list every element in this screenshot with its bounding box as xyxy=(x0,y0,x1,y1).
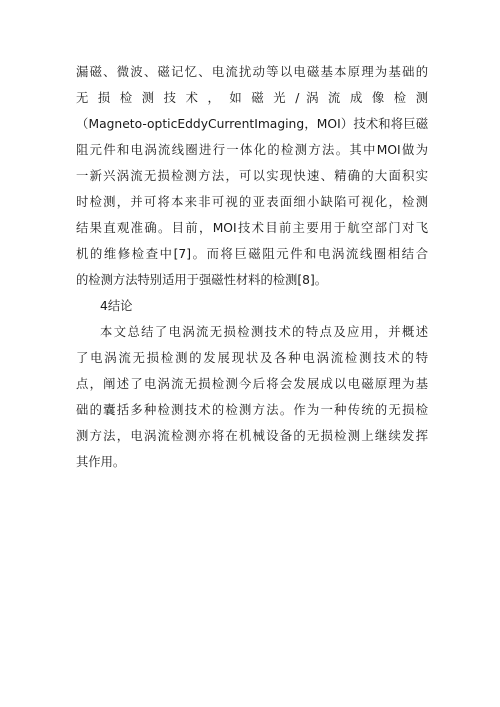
text-line: 时检测，并可将本来非可视的亚表面细小缺陷可视化，检测 xyxy=(76,195,428,209)
section-heading: 4结论 xyxy=(100,299,133,313)
text-line: 的检测方法特别适用于强磁性材料的检测[8]。 xyxy=(76,273,328,287)
text-line: 无 损 检 测 技 术 ， 如 磁 光 / 涡 流 成 像 检 测 xyxy=(76,91,428,105)
text-line: 一新兴涡流无损检测方法，可以实现快速、精确的大面积实 xyxy=(76,169,428,183)
text-line: 漏磁、微波、磁记忆、电流扰动等以电磁基本原理为基础的 xyxy=(76,65,428,79)
text-line: （Magneto-opticEddyCurrentImaging，MOI）技术和将巨磁 xyxy=(76,117,428,131)
text-line: 了电涡流无损检测的发展现状及各种电涡流检测技术的特 xyxy=(76,351,428,365)
text-line: 本文总结了电涡流无损检测技术的特点及应用，并概述 xyxy=(100,325,428,339)
text-line: 点，阐述了电涡流无损检测今后将会发展成以电磁原理为基 xyxy=(76,377,428,391)
text-line: 机的维修检查中[7]。而将巨磁阻元件和电涡流线圈相结合 xyxy=(76,247,428,261)
text-line: 础的囊括多种检测技术的检测方法。作为一种传统的无损检 xyxy=(76,403,428,417)
text-line: 测方法，电涡流检测亦将在机械设备的无损检测上继续发挥 xyxy=(76,429,428,443)
text-line: 结果直观准确。目前，MOI技术目前主要用于航空部门对飞 xyxy=(76,221,428,235)
text-line: 其作用。 xyxy=(76,455,126,469)
text-line: 阻元件和电涡流线圈进行一体化的检测方法。其中MOI做为 xyxy=(76,143,428,157)
